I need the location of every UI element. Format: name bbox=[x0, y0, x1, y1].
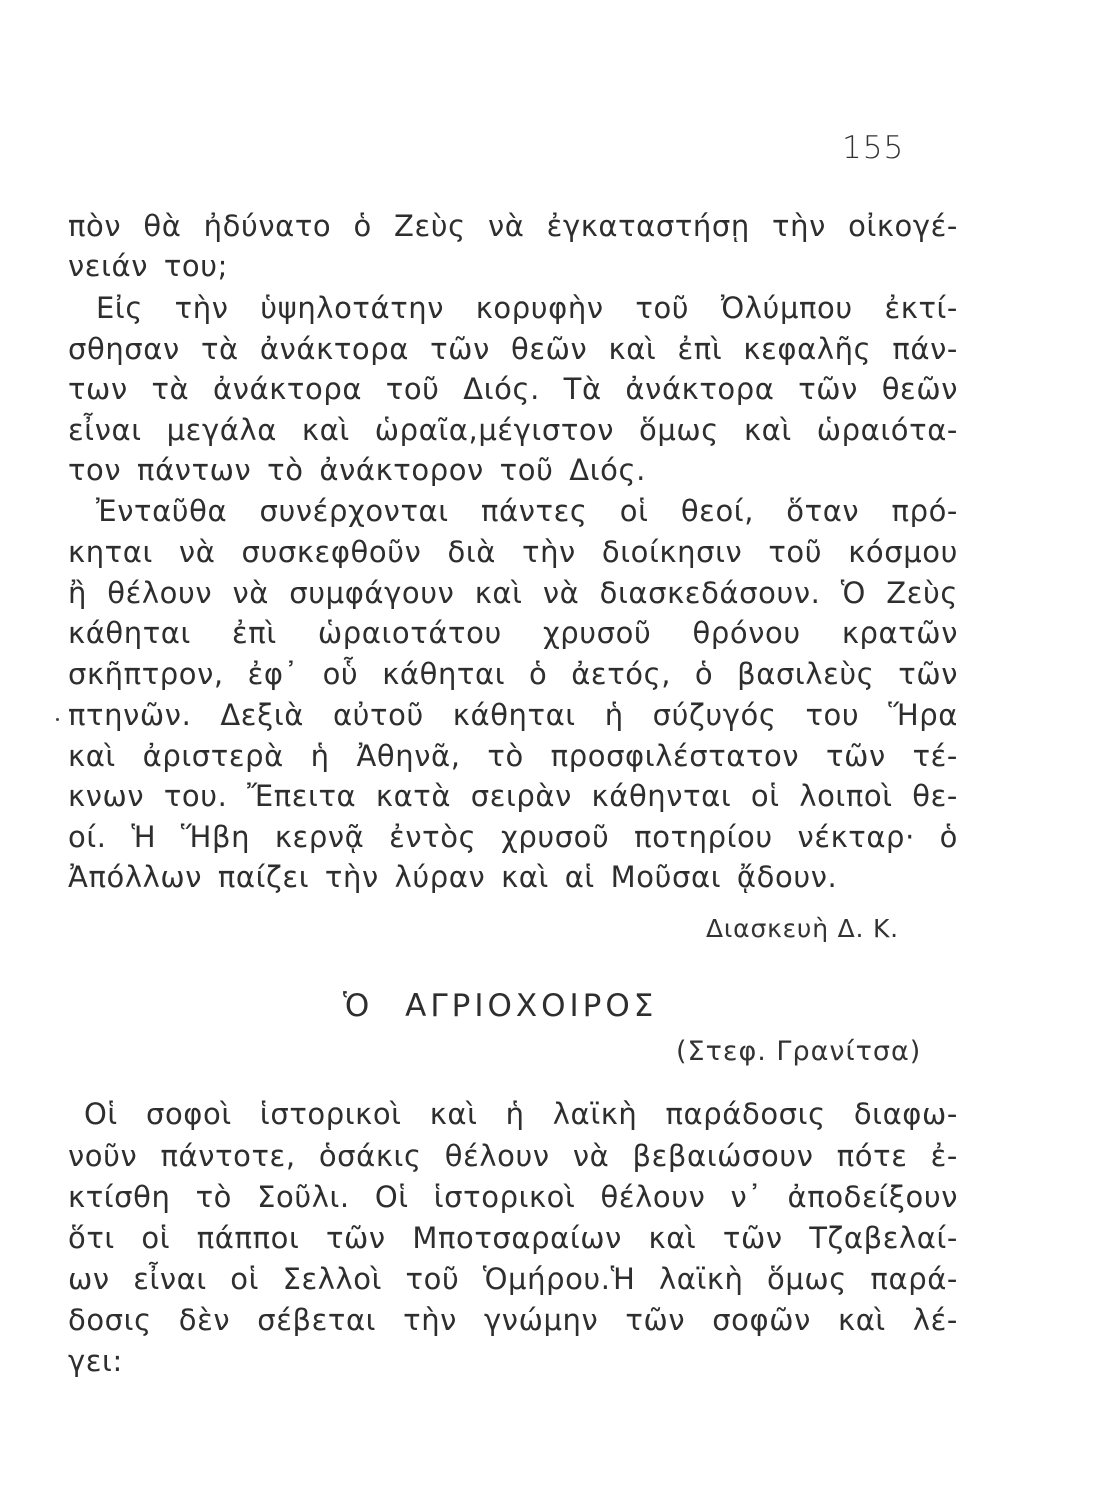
paragraph-line: Ἀπόλλων παίζει τὴν λύραν καὶ αἱ Μοῦσαι ᾄδουν. bbox=[68, 860, 838, 894]
page-number: 155 bbox=[842, 130, 905, 166]
paragraph-line: οί. Ἡ Ἥβη κερνᾷ ἐντὸς χρυσοῦ ποτηρίου νέκταρ· ὁ bbox=[68, 820, 958, 854]
paragraph-line: σθησαν τὰ ἀνάκτορα τῶν θεῶν καὶ ἐπὶ κεφαλῆς πάν- bbox=[68, 332, 958, 366]
paragraph-line: κνων του. Ἔπειτα κατὰ σειρὰν κάθηνται οἱ λοιποὶ θε- bbox=[68, 779, 958, 813]
paragraph-line: νοῦν πάντοτε, ὁσάκις θέλουν νὰ βεβαιώσουν πότε ἐ- bbox=[68, 1139, 958, 1173]
story-title: Ὁ ΑΓΡΙΟΧΟΙΡΟΣ bbox=[343, 988, 658, 1024]
paragraph-line: Ἐνταῦθα συνέρχονται πάντες οἱ θεοί, ὅταν πρό- bbox=[96, 494, 958, 528]
paragraph-line: πὸν θὰ ἠδύνατο ὁ Ζεὺς νὰ ἐγκαταστήσῃ τὴν οἰκογέ- bbox=[68, 209, 958, 243]
paragraph-line: τον πάντων τὸ ἀνάκτορον τοῦ Διός. bbox=[68, 453, 646, 487]
paragraph-line: ὅτι οἱ πάπποι τῶν Μποτσαραίων καὶ τῶν Τζαβελαί- bbox=[68, 1221, 958, 1255]
paragraph-line: σκῆπτρον, ἐφ᾽ οὗ κάθηται ὁ ἀετός, ὁ βασιλεὺς τῶν bbox=[68, 657, 958, 691]
paragraph-line: Οἱ σοφοὶ ἱστορικοὶ καὶ ἡ λαϊκὴ παράδοσις διαφω- bbox=[84, 1097, 958, 1131]
paragraph-line: γει: bbox=[68, 1344, 123, 1378]
paragraph-line: καὶ ἀριστερὰ ἡ Ἀθηνᾶ, τὸ προσφιλέστατον τῶν τέ- bbox=[68, 739, 958, 773]
paragraph-line: ἢ θέλουν νὰ συμφάγουν καὶ νὰ διασκεδάσουν. Ὁ Ζεὺς bbox=[68, 576, 958, 610]
paragraph-line: κτίσθη τὸ Σοῦλι. Οἱ ἱστορικοὶ θέλουν ν᾽ ἀποδείξουν bbox=[68, 1180, 958, 1214]
signature: Διασκευὴ Δ. Κ. bbox=[706, 914, 899, 943]
paragraph-line: των τὰ ἀνάκτορα τοῦ Διός. Τὰ ἀνάκτορα τῶν θεῶν bbox=[68, 372, 958, 406]
speck-mark bbox=[56, 718, 59, 721]
story-author: (Στεφ. Γρανίτσα) bbox=[676, 1036, 922, 1067]
paragraph-line: νειάν του; bbox=[68, 249, 228, 283]
paragraph-line: Εἰς τὴν ὑψηλοτάτην κορυφὴν τοῦ Ὀλύμπου ἐκτί- bbox=[96, 291, 958, 325]
paragraph-line: ων εἶναι οἱ Σελλοὶ τοῦ Ὁμήρου.Ἡ λαϊκὴ ὅμως παρά- bbox=[68, 1262, 958, 1296]
paragraph-line: κηται νὰ συσκεφθοῦν διὰ τὴν διοίκησιν τοῦ κόσμου bbox=[68, 535, 958, 569]
paragraph-line: πτηνῶν. Δεξιὰ αὐτοῦ κάθηται ἡ σύζυγός του Ἥρα bbox=[68, 698, 958, 732]
paragraph-line: δοσις δὲν σέβεται τὴν γνώμην τῶν σοφῶν καὶ λέ- bbox=[68, 1303, 958, 1337]
paragraph-line: εἶναι μεγάλα καὶ ὡραῖα,μέγιστον ὅμως καὶ ὡραιότα- bbox=[68, 413, 958, 447]
paragraph-line: κάθηται ἐπὶ ὡραιοτάτου χρυσοῦ θρόνου κρατῶν bbox=[68, 616, 958, 650]
